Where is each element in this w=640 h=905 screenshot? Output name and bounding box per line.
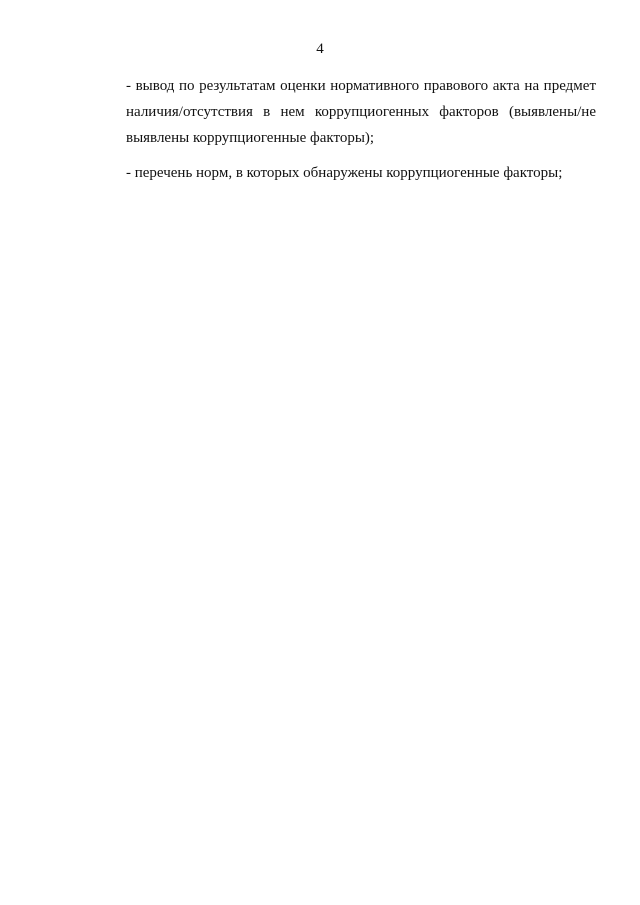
- body-text: [126, 73, 596, 195]
- paragraph-conclusion: - вывод по результатам оценки нормативного правового акта на предмет наличия/отсутствия в нем коррупциогенных факторов (выявлены/не выявлены коррупциогенные факторы);: [126, 78, 596, 146]
- page-number: 4: [316, 41, 324, 57]
- paragraph-norm-list: - перечень норм, в которых обнаружены коррупциогенные факторы;: [126, 165, 563, 181]
